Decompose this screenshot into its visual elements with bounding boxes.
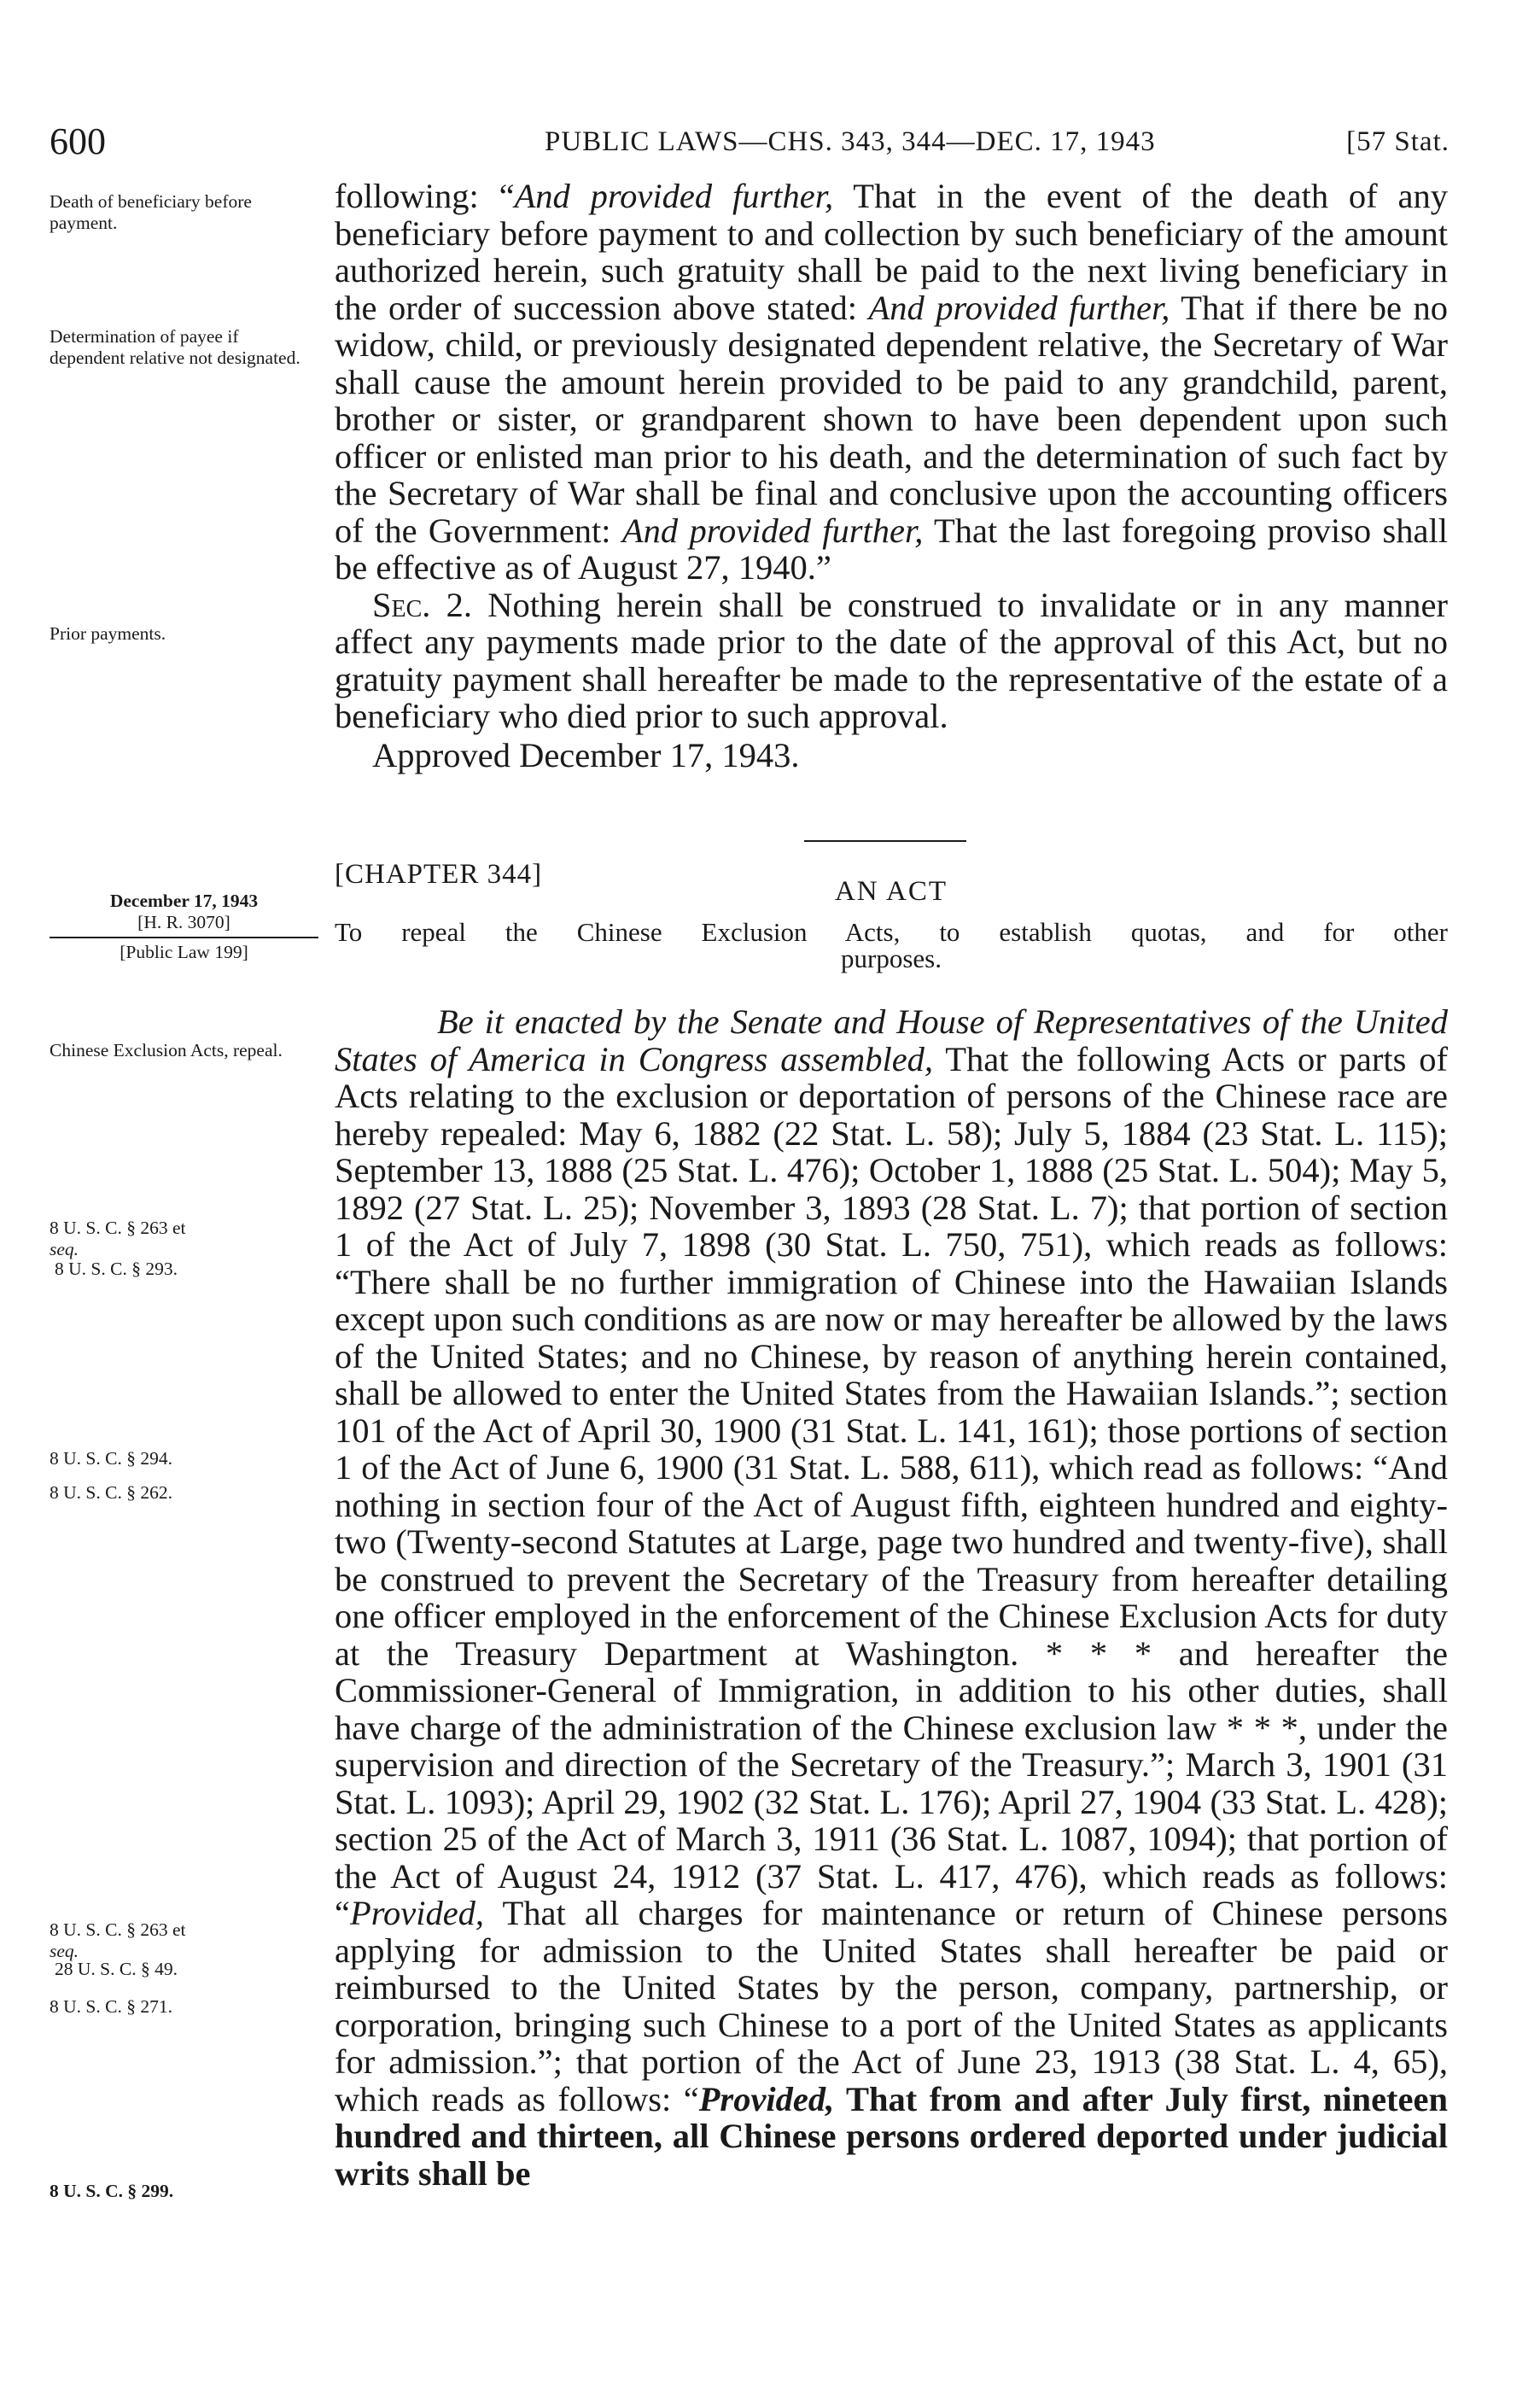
bill-number: [H. R. 3070]	[137, 912, 230, 932]
act-title	[335, 919, 1448, 972]
margin-citation: 28 U. S. C. § 49.	[55, 1959, 178, 1979]
text-run: That in the event of the death of any beneficiary before payment to and collection by such beneficiary of the amount authorized herein, such gratuity shall be paid to the next living beneficiary in the order of succession above stated:	[335, 177, 1448, 327]
citation-seq: seq.	[50, 1239, 79, 1259]
main-text-lower	[335, 1003, 1448, 2192]
proviso-italic: And provided further,	[514, 177, 834, 215]
citation-seq: seq.	[50, 1941, 79, 1961]
running-header	[50, 120, 1450, 162]
enactment-date-block	[50, 891, 318, 963]
text-run: That from and after July first, nineteen hundred and thirteen, all Chinese persons ordered deported under judicial writs shall be	[335, 2079, 1449, 2193]
citation-text: 8 U. S. C. § 263 et	[50, 1218, 186, 1238]
proviso-italic: And provided further,	[868, 288, 1170, 327]
page-number: 600	[50, 120, 106, 162]
margin-citation: 8 U. S. C. § 299.	[50, 2181, 174, 2201]
margin-citation	[50, 1919, 318, 1962]
act-title-line: purposes.	[841, 943, 942, 973]
margin-citation: 8 U. S. C. § 271.	[50, 1996, 172, 2017]
enactment-paragraph	[335, 1003, 1448, 2192]
section-one-paragraph	[335, 178, 1448, 587]
margin-note-prior-payments: Prior payments.	[50, 623, 166, 644]
proviso-italic: Provided,	[698, 2079, 835, 2118]
proviso-italic: Provided,	[349, 1894, 485, 1932]
margin-citation: 8 U. S. C. § 262.	[50, 1482, 172, 1503]
margin-note-chinese-exclusion-repeal: Chinese Exclusion Acts, repeal.	[50, 1040, 283, 1060]
approval-line: Approved December 17, 1943.	[372, 735, 800, 774]
text-run: That all charges for maintenance or return of Chinese persons applying for admission to the United States shall hereafter be paid or reimbursed to the United States by the person, company, partnership, or corporation, bringing such Chinese to a port of the United States as applicants for admission.”; that portion of the Act of June 23, 1913 (38 Stat. L. 4, 65), which reads as follows: “	[335, 1894, 1448, 2118]
divider-rule	[804, 840, 966, 842]
act-title-line: To repeal the Chinese Exclusion Acts, to establish quotas, and for other	[335, 917, 1448, 947]
text-run: Nothing herein shall be construed to invalidate or in any manner affect any payments made prior to the date of the approval of this Act, but no gratuity payment shall hereafter be made to the representative of the estate of a beneficiary who died prior to such approval.	[335, 585, 1448, 735]
chapter-label: [CHAPTER 344]	[335, 859, 543, 890]
main-text-upper	[335, 178, 1448, 774]
divider-rule	[50, 937, 318, 938]
proviso-italic: And provided further,	[621, 511, 924, 550]
section-two-paragraph	[335, 587, 1448, 735]
section-label: Sec. 2.	[372, 585, 473, 624]
margin-citation: 8 U. S. C. § 293.	[55, 1259, 178, 1279]
citation-text: 8 U. S. C. § 263 et	[50, 1919, 186, 1940]
margin-citation	[50, 1218, 318, 1260]
enactment-date: December 17, 1943	[109, 891, 259, 911]
public-law-number: [Public Law 199]	[120, 941, 248, 962]
margin-citation: 8 U. S. C. § 294.	[50, 1448, 172, 1469]
enacting-clause: Be it enacted by the Senate and House of Representatives of the United States of America in Congress assembled,	[335, 1002, 1448, 1078]
act-heading: AN ACT	[834, 876, 948, 907]
margin-note-death-of-beneficiary: Death of beneficiary before payment.	[50, 191, 252, 233]
volume-reference: [57 Stat.	[1346, 126, 1450, 157]
text-run: That the following Acts or parts of Acts relating to the exclusion or deportation of persons of the Chinese race are hereby repealed: May 6, 1882 (22 Stat. L. 58); July 5, 1884 (23 Stat. L. 115); September 13, 1888 (25 Stat. L. 476); October 1, 1888 (25 Stat. L. 504); May 5, 1892 (27 Stat. L. 25); November 3, 1893 (28 Stat. L. 7); that portion of section 1 of the Act of July 7, 1898 (30 Stat. L. 750, 751), which reads as follows: “There shall be no further immigration of Chinese into the Hawaiian Islands except upon such conditions as are now or may hereafter be allowed by the laws of the United States; and no Chinese, by reason of anything herein contained, shall be allowed to enter the United States from the Hawaiian Islands.”; section 101 of the Act of April 30, 1900 (31 Stat. L. 141, 161); those portions of section 1 of the Act of June 6, 1900 (31 Stat. L. 588, 611), which read as follows: “And nothing in section four of the Act of August fifth, eighteen hundred and eighty-two (Twenty-second Statutes at Large, page two hundred and twenty-five), shall be construed to prevent the Secretary of the Treasury from hereafter detailing one officer employed in the enforcement of the Chinese Exclusion Acts for duty at the Treasury Department at Washington. * * * and hereafter the Commissioner-General of Immigration, in addition to his other duties, shall have charge of the administration of the Chinese exclusion law * * *, under the supervision and direction of the Secretary of the Treasury.”; March 3, 1901 (31 Stat. L. 1093); April 29, 1902 (32 Stat. L. 176); April 27, 1904 (33 Stat. L. 428); section 25 of the Act of March 3, 1911 (36 Stat. L. 1087, 1094); that portion of the Act of August 24, 1912 (37 Stat. L. 417, 476), which reads as follows: “	[335, 1039, 1448, 1932]
text-run: That if there be no widow, child, or previously designated dependent relative, the Secretary of War shall cause the amount herein provided to be paid to any grandchild, parent, brother or sister, or grandparent shown to have been dependent upon such officer or enlisted man prior to his death, and the determination of such fact by the Secretary of War shall be final and conclusive upon the accounting officers of the Government:	[335, 288, 1448, 550]
text-run: That the last foregoing proviso shall be effective as of August 27, 1940.”	[335, 511, 1448, 587]
margin-note-determination-of-payee: Determination of payee if dependent relative not designated.	[50, 326, 300, 368]
text-run: following: “	[335, 177, 515, 215]
running-title: PUBLIC LAWS—CHS. 343, 344—DEC. 17, 1943	[545, 126, 1156, 157]
